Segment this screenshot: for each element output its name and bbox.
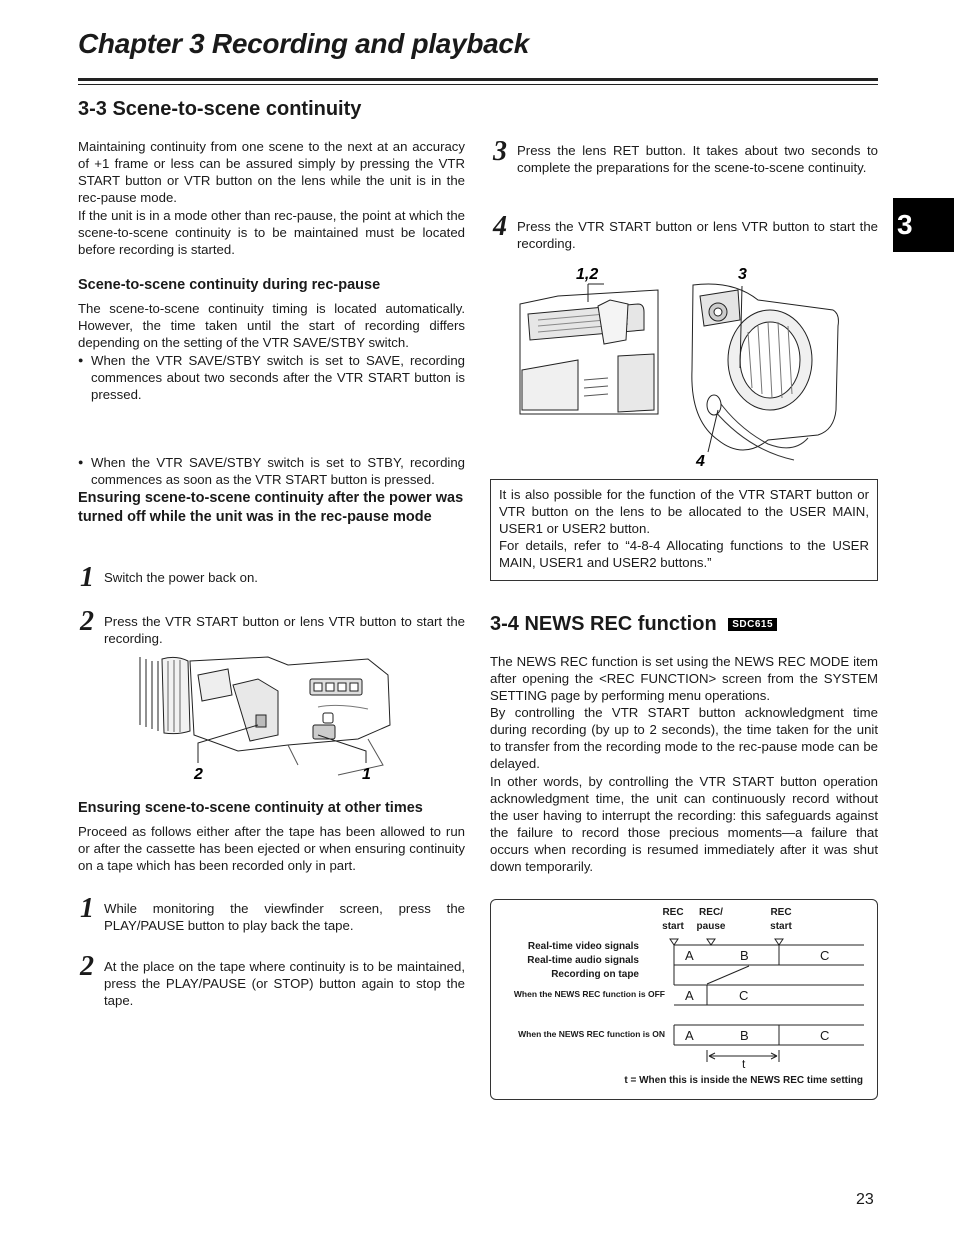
step-number: 2 bbox=[80, 951, 94, 982]
step-text: At the place on the tape where continuity is to be maintained, press the PLAY/PAUSE (or STOP) button again to stop the tape. bbox=[104, 959, 465, 1008]
marker-rec-pause: REC/ pause bbox=[696, 907, 726, 932]
row-label-on: When the NEWS REC function is ON bbox=[518, 1029, 665, 1039]
step-text: Press the VTR START button or lens VTR button to start the recording. bbox=[104, 614, 465, 646]
note-box bbox=[490, 479, 878, 581]
step-text: Switch the power back on. bbox=[104, 570, 258, 585]
segment-label: A bbox=[685, 988, 694, 1003]
news-rec-paragraph-2: By controlling the VTR START button acknowledgment time during recording (by up to 2 seconds), the time taken for the unit to transfer from the recording mode to the rec-pause mode can be delayed. bbox=[490, 705, 878, 771]
section-heading-3-4 bbox=[490, 613, 777, 636]
camera-lens-illustration bbox=[518, 260, 848, 472]
note-text: It is also possible for the function of the VTR START button or VTR button on the lens to be allocated to the USER MAIN, USER1 or USER2 button. bbox=[499, 487, 869, 536]
chapter-tab: 3 bbox=[893, 198, 954, 252]
note-text: For details, refer to “4-8-4 Allocating functions to the USER MAIN, USER1 and USER2 buttons.” bbox=[499, 538, 869, 570]
step-text: Press the VTR START button or lens VTR button to start the recording. bbox=[517, 219, 878, 251]
step-number: 1 bbox=[80, 893, 94, 924]
header-rule bbox=[78, 78, 878, 81]
segment-label: C bbox=[820, 1028, 830, 1043]
step-number: 2 bbox=[80, 606, 94, 637]
news-rec-paragraph-3: In other words, by controlling the VTR START button operation acknowledgment time, the unit can continuously record without the user having to interrupt the recording: this safeguards against the failure to record those precious moments—a failure that occurs when recording is resumed immediately after it was shut down temporarily. bbox=[490, 774, 878, 874]
model-badge: SDC615 bbox=[728, 618, 777, 631]
segment-label: B bbox=[740, 1028, 749, 1043]
segment-label: C bbox=[739, 988, 749, 1003]
row-label-audio: Real-time audio signals bbox=[527, 955, 639, 966]
segment-label: C bbox=[820, 948, 830, 963]
row-label-video: Real-time video signals bbox=[527, 941, 639, 952]
marker-rec-start: REC start bbox=[662, 907, 684, 932]
subheading-power-off: Ensuring scene-to-scene continuity after the power was turned off while the unit was in the rec-pause mode bbox=[78, 490, 464, 525]
other-times-paragraph: Proceed as follows either after the tape has been allowed to run or after the cassette has been ejected or when ensuring continuity on a tape which has been recorded only in part. bbox=[78, 824, 465, 873]
step-text: Press the lens RET button. It takes about two seconds to complete the preparations for the scene-to-scene continuity. bbox=[517, 143, 878, 175]
segment-label: A bbox=[685, 948, 694, 963]
step-number: 4 bbox=[493, 211, 507, 242]
intro-paragraph-1: Maintaining continuity from one scene to the next at an accuracy of +1 frame or less can be assured simply by pressing the VTR START button or VTR button on the lens while the unit is in the rec-pause mode. bbox=[78, 139, 465, 205]
news-rec-paragraph-1: The NEWS REC function is set using the NEWS REC MODE item after opening the <REC FUNCTION> screen from the SYSTEM SETTING page by performing menu operations. bbox=[490, 654, 878, 703]
segment-label: A bbox=[685, 1028, 694, 1043]
diagram-footnote: t = When this is inside the NEWS REC time setting bbox=[624, 1075, 863, 1086]
step-number: 1 bbox=[80, 562, 94, 593]
intro-paragraph-2: If the unit is in a mode other than rec-pause, the point at which the scene-to-scene continuity is to be maintained must be located before recording is started. bbox=[78, 208, 465, 257]
figure-label: 2 bbox=[194, 766, 203, 783]
page-number: 23 bbox=[856, 1191, 874, 1208]
figure-label: 1 bbox=[362, 766, 371, 783]
camera-side-illustration bbox=[138, 655, 398, 785]
section-heading-text: 3-4 NEWS REC function bbox=[490, 613, 717, 635]
subheading-rec-pause: Scene-to-scene continuity during rec-pause bbox=[78, 277, 381, 293]
chapter-title: Chapter 3 Recording and playback bbox=[78, 28, 529, 59]
figure-label: 1,2 bbox=[576, 266, 599, 283]
step-text: While monitoring the viewfinder screen, press the PLAY/PAUSE button to play back the tape. bbox=[104, 901, 465, 933]
header-rule-thin bbox=[78, 84, 878, 85]
step-number: 3 bbox=[493, 136, 507, 167]
row-label-off: When the NEWS REC function is OFF bbox=[513, 989, 665, 999]
rec-pause-paragraph: The scene-to-scene continuity timing is located automatically. However, the time taken until the start of recording differs depending on the setting of the VTR SAVE/STBY switch. bbox=[78, 301, 465, 350]
subheading-other-times: Ensuring scene-to-scene continuity at other times bbox=[78, 800, 423, 816]
figure-label: 3 bbox=[738, 266, 747, 283]
row-label-tape: Recording on tape bbox=[551, 969, 639, 980]
bullet-stby: ● When the VTR SAVE/STBY switch is set to STBY, recording commences as soon as the VTR START button is pressed. bbox=[78, 454, 465, 488]
t-label: t bbox=[742, 1057, 746, 1071]
marker-rec-start: REC start bbox=[770, 907, 792, 932]
figure-label: 4 bbox=[696, 453, 705, 470]
timing-diagram bbox=[490, 899, 878, 1100]
segment-label: B bbox=[740, 948, 749, 963]
section-heading-3-3: 3-3 Scene-to-scene continuity bbox=[78, 98, 362, 120]
bullet-save: ● When the VTR SAVE/STBY switch is set to SAVE, recording commences about two seconds after the VTR START button is pressed. bbox=[78, 352, 465, 403]
